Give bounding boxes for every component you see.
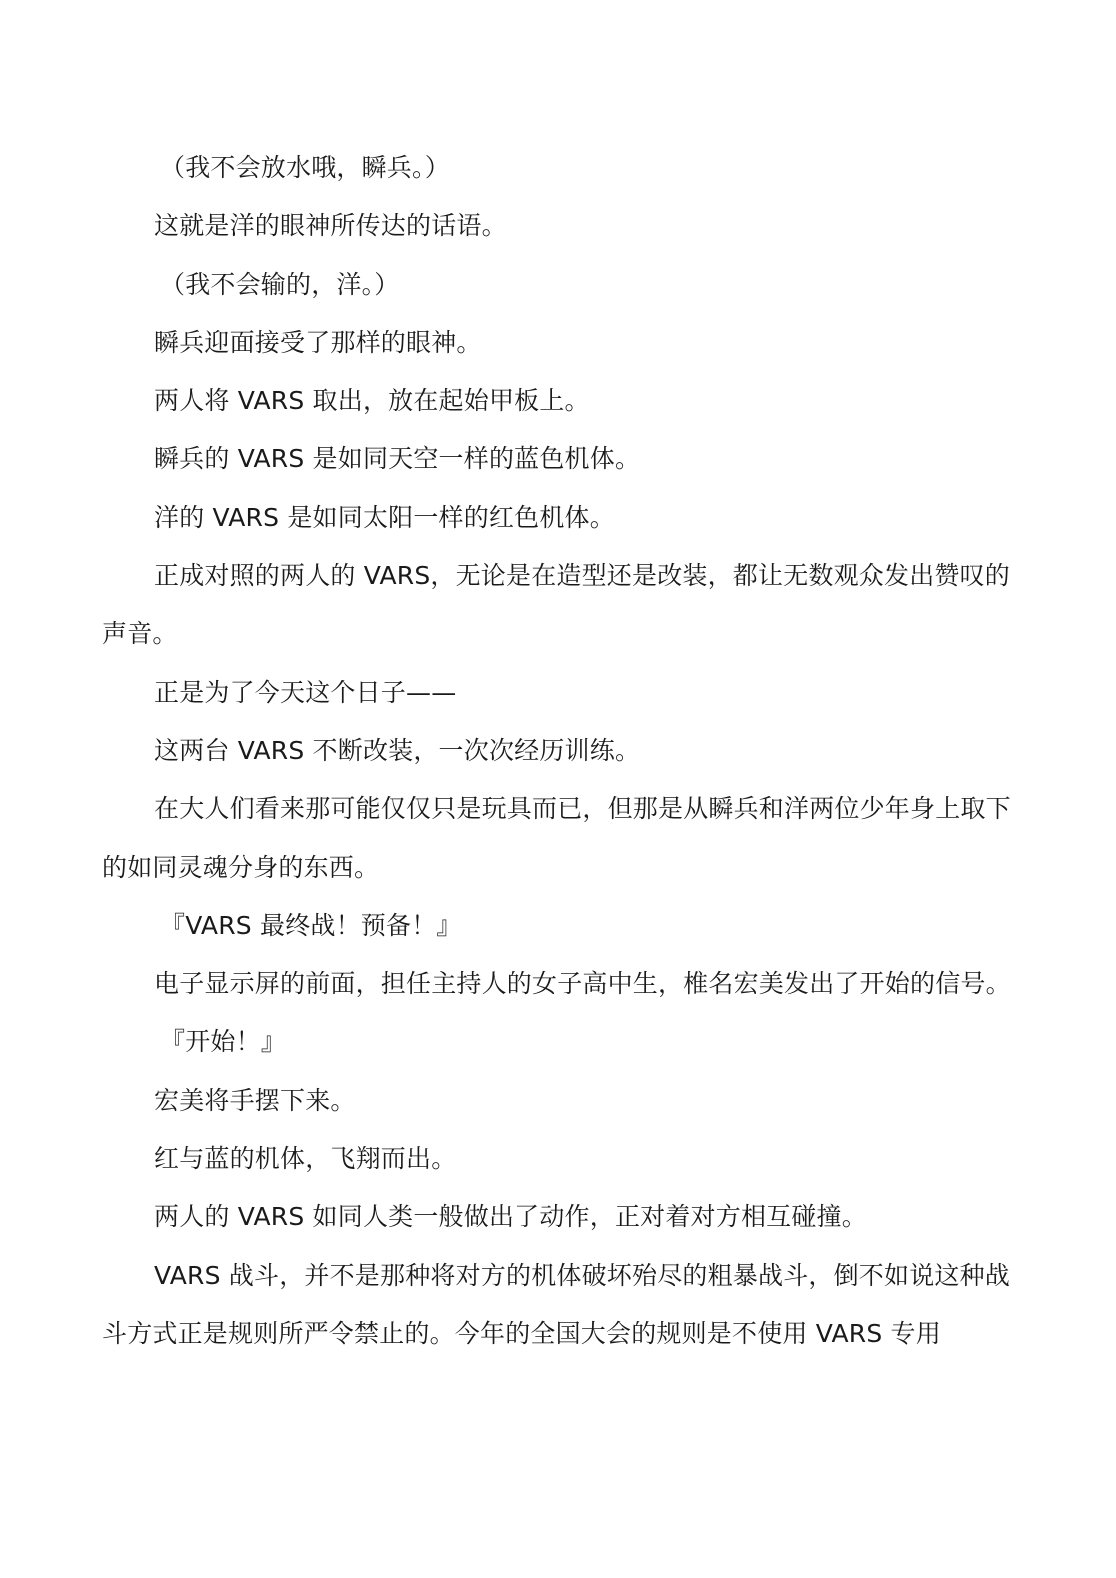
paragraph: 洋的 VARS 是如同太阳一样的红色机体。	[154, 502, 615, 532]
paragraph: 『开始！』	[160, 1027, 287, 1057]
paragraph: 在大人们看来那可能仅仅只是玩具而已，但那是从瞬兵和洋两位少年身上取下的如同灵魂分身的东西。	[102, 794, 1011, 882]
paragraph: 正成对照的两人的 VARS，无论是在造型还是改装，都让无数观众发出赞叹的声音。	[102, 561, 1010, 649]
paragraph: 瞬兵的 VARS 是如同天空一样的蓝色机体。	[154, 444, 641, 474]
paragraph: VARS 战斗，并不是那种将对方的机体破坏殆尽的粗暴战斗，倒不如说这种战斗方式正是规则所严令禁止的。今年的全国大会的规则是不使用 VARS 专用	[102, 1260, 1010, 1348]
paragraph: 红与蓝的机体，飞翔而出。	[154, 1144, 457, 1174]
novel-text	[102, 139, 1012, 1363]
paragraph: 这两台 VARS 不断改装，一次次经历训练。	[154, 735, 641, 765]
paragraph: （我不会输的，洋。）	[160, 269, 400, 299]
paragraph: 宏美将手摆下来。	[154, 1085, 356, 1115]
paragraph: 『VARS 最终战！预备！』	[160, 910, 462, 940]
paragraph: （我不会放水哦，瞬兵。）	[160, 153, 450, 182]
paragraph: 电子显示屏的前面，担任主持人的女子高中生，椎名宏美发出了开始的信号。	[154, 969, 1011, 999]
paragraph: 这就是洋的眼神所传达的话语。	[154, 211, 507, 241]
paragraph: 瞬兵迎面接受了那样的眼神。	[154, 327, 482, 357]
paragraph: 两人的 VARS 如同人类一般做出了动作，正对着对方相互碰撞。	[154, 1202, 867, 1232]
paragraph: 正是为了今天这个日子——	[154, 677, 457, 707]
paragraph: 两人将 VARS 取出，放在起始甲板上。	[154, 386, 590, 416]
